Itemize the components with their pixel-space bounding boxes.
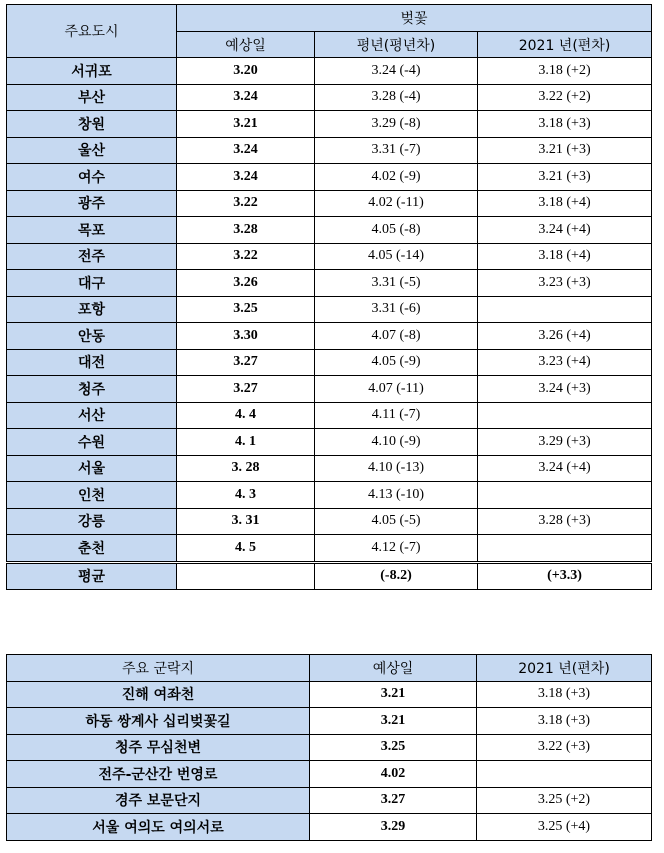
normal-date: 4.10 (-9)	[315, 429, 478, 456]
forecast-date: 3.27	[177, 376, 315, 403]
normal-date: 3.24 (-4)	[315, 58, 478, 85]
table-row	[7, 190, 652, 217]
date-2021	[478, 296, 652, 323]
city-name: 대구	[7, 270, 177, 297]
date-2021: 3.22 (+2)	[478, 84, 652, 111]
normal-date: 3.28 (-4)	[315, 84, 478, 111]
table-row	[7, 429, 652, 456]
date-2021: 3.24 (+4)	[478, 217, 652, 244]
date-2021: 3.25 (+2)	[477, 787, 652, 814]
header-city: 주요도시	[7, 5, 177, 58]
average-normal: (-8.2)	[315, 562, 478, 589]
date-2021: 3.21 (+3)	[478, 164, 652, 191]
forecast-date: 3.24	[177, 84, 315, 111]
forecast-date: 3.22	[177, 190, 315, 217]
table-row	[7, 482, 652, 509]
city-name: 강릉	[7, 508, 177, 535]
colony-forecast-table	[6, 654, 652, 841]
forecast-date: 3.24	[177, 137, 315, 164]
date-2021: 3.18 (+3)	[477, 681, 652, 708]
table-row	[7, 734, 652, 761]
table-row	[7, 761, 652, 788]
table-row	[7, 681, 652, 708]
normal-date: 3.31 (-7)	[315, 137, 478, 164]
normal-date: 4.05 (-14)	[315, 243, 478, 270]
header-forecast: 예상일	[177, 32, 315, 58]
city-name: 서산	[7, 402, 177, 429]
normal-date: 4.07 (-11)	[315, 376, 478, 403]
table-row	[7, 270, 652, 297]
average-forecast	[177, 562, 315, 589]
date-2021	[478, 402, 652, 429]
forecast-date: 3.27	[177, 349, 315, 376]
forecast-date: 3.25	[177, 296, 315, 323]
forecast-date: 3.26	[177, 270, 315, 297]
forecast-date: 3.20	[177, 58, 315, 85]
forecast-date: 3. 28	[177, 455, 315, 482]
city-name: 목포	[7, 217, 177, 244]
city-name: 춘천	[7, 535, 177, 563]
colony-name: 청주 무심천변	[7, 734, 310, 761]
table-row	[7, 349, 652, 376]
normal-date: 4.05 (-5)	[315, 508, 478, 535]
forecast-date: 3.22	[177, 243, 315, 270]
header-2021: 2021 년(편차)	[477, 655, 652, 682]
date-2021: 3.18 (+4)	[478, 190, 652, 217]
forecast-date: 3.24	[177, 164, 315, 191]
forecast-date: 4. 3	[177, 482, 315, 509]
forecast-date: 3.25	[310, 734, 477, 761]
forecast-date: 3.30	[177, 323, 315, 350]
forecast-date: 3.29	[310, 814, 477, 841]
forecast-date: 4. 5	[177, 535, 315, 563]
city-name: 부산	[7, 84, 177, 111]
header-colony: 주요 군락지	[7, 655, 310, 682]
city-name: 광주	[7, 190, 177, 217]
city-forecast-table	[6, 4, 652, 590]
forecast-date: 4.02	[310, 761, 477, 788]
normal-date: 4.07 (-8)	[315, 323, 478, 350]
date-2021: 3.23 (+4)	[478, 349, 652, 376]
normal-date: 4.02 (-9)	[315, 164, 478, 191]
forecast-date: 3.21	[310, 708, 477, 735]
table-row	[7, 376, 652, 403]
forecast-date: 4. 4	[177, 402, 315, 429]
table-row	[7, 402, 652, 429]
date-2021: 3.22 (+3)	[477, 734, 652, 761]
city-name: 청주	[7, 376, 177, 403]
table-row	[7, 164, 652, 191]
table-row	[7, 787, 652, 814]
date-2021: 3.28 (+3)	[478, 508, 652, 535]
normal-date: 4.05 (-8)	[315, 217, 478, 244]
table-row	[7, 84, 652, 111]
normal-date: 4.10 (-13)	[315, 455, 478, 482]
colony-name: 하동 쌍계사 십리벚꽃길	[7, 708, 310, 735]
city-name: 서귀포	[7, 58, 177, 85]
table-row	[7, 111, 652, 138]
table-row	[7, 508, 652, 535]
date-2021: 3.24 (+4)	[478, 455, 652, 482]
city-name: 여수	[7, 164, 177, 191]
date-2021: 3.25 (+4)	[477, 814, 652, 841]
date-2021: 3.18 (+2)	[478, 58, 652, 85]
normal-date: 3.31 (-5)	[315, 270, 478, 297]
header-forecast: 예상일	[310, 655, 477, 682]
date-2021: 3.23 (+3)	[478, 270, 652, 297]
forecast-date: 3.21	[177, 111, 315, 138]
colony-name: 서울 여의도 여의서로	[7, 814, 310, 841]
date-2021	[478, 482, 652, 509]
date-2021: 3.18 (+3)	[478, 111, 652, 138]
city-name: 창원	[7, 111, 177, 138]
date-2021: 3.24 (+3)	[478, 376, 652, 403]
forecast-date: 4. 1	[177, 429, 315, 456]
table-row	[7, 708, 652, 735]
date-2021: 3.21 (+3)	[478, 137, 652, 164]
date-2021	[478, 535, 652, 563]
colony-name: 전주-군산간 번영로	[7, 761, 310, 788]
normal-date: 3.29 (-8)	[315, 111, 478, 138]
city-name: 안동	[7, 323, 177, 350]
table-row	[7, 243, 652, 270]
city-name: 포항	[7, 296, 177, 323]
average-label: 평균	[7, 562, 177, 589]
table-row	[7, 455, 652, 482]
average-2021: (+3.3)	[478, 562, 652, 589]
city-name: 인천	[7, 482, 177, 509]
table-row	[7, 535, 652, 563]
table-row	[7, 137, 652, 164]
forecast-date: 3.21	[310, 681, 477, 708]
normal-date: 4.05 (-9)	[315, 349, 478, 376]
normal-date: 4.11 (-7)	[315, 402, 478, 429]
average-row	[7, 562, 652, 589]
table-row	[7, 323, 652, 350]
colony-name: 진해 여좌천	[7, 681, 310, 708]
colony-name: 경주 보문단지	[7, 787, 310, 814]
normal-date: 3.31 (-6)	[315, 296, 478, 323]
date-2021: 3.29 (+3)	[478, 429, 652, 456]
normal-date: 4.13 (-10)	[315, 482, 478, 509]
table-row	[7, 296, 652, 323]
date-2021: 3.18 (+4)	[478, 243, 652, 270]
date-2021: 3.26 (+4)	[478, 323, 652, 350]
header-cherry-blossom: 벚꽃	[177, 5, 652, 32]
city-name: 울산	[7, 137, 177, 164]
city-name: 수원	[7, 429, 177, 456]
table-row	[7, 814, 652, 841]
date-2021: 3.18 (+3)	[477, 708, 652, 735]
city-name: 서울	[7, 455, 177, 482]
header-normal: 평년(평년차)	[315, 32, 478, 58]
city-name: 전주	[7, 243, 177, 270]
city-name: 대전	[7, 349, 177, 376]
forecast-date: 3.27	[310, 787, 477, 814]
forecast-date: 3. 31	[177, 508, 315, 535]
date-2021	[477, 761, 652, 788]
header-2021: 2021 년(편차)	[478, 32, 652, 58]
table-row	[7, 217, 652, 244]
forecast-date: 3.28	[177, 217, 315, 244]
normal-date: 4.12 (-7)	[315, 535, 478, 563]
normal-date: 4.02 (-11)	[315, 190, 478, 217]
table-row	[7, 58, 652, 85]
